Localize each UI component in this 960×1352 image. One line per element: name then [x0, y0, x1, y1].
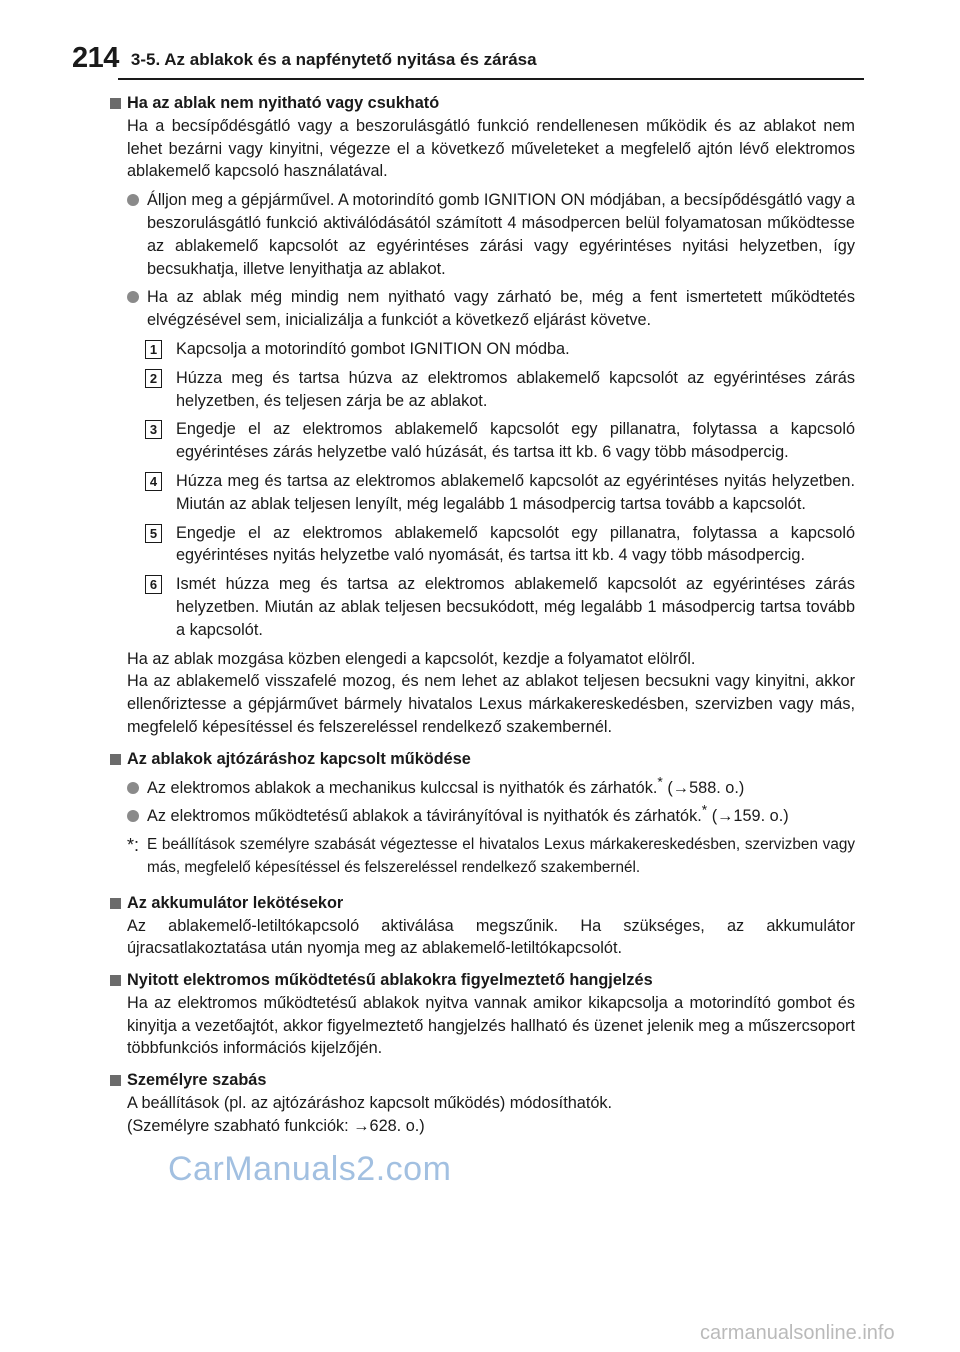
footnote-text: E beállítások személyre szabását végeztesse el hivatalos Lexus márkakereskedésben, szervizben vagy más, megfelelő képesítéssel és felszereléssel rendelkező szakembernél. [147, 836, 855, 876]
watermark-carmanuals2[interactable]: CarManuals2.com [168, 1150, 452, 1188]
paragraph: (Személyre szabható funkciók: →628. o.) [127, 1116, 425, 1135]
paragraph: A beállítások (pl. az ajtózáráshoz kapcsolt működés) módosíthatók. [127, 1094, 613, 1113]
step-text: Kapcsolja a motorindító gombot IGNITION ON módba. [176, 339, 570, 358]
step-number: 6 [145, 575, 162, 594]
section-heading-text: Ha az ablak nem nyitható vagy csukható [127, 94, 440, 112]
step-item [110, 367, 855, 413]
page-number: 214 [72, 41, 119, 74]
step-item [110, 573, 855, 641]
header-rule [118, 78, 864, 80]
section-heading [110, 892, 855, 915]
bullet-text [147, 801, 855, 828]
section-heading-text: Az akkumulátor lekötésekor [127, 893, 344, 912]
asterisk-marker: * [701, 801, 708, 818]
step-text: Húzza meg és tartsa húzva az elektromos ablakemelő kapcsolót az egyérintéses zárás helyzetben, és teljesen zárja be az ablakot. [176, 368, 855, 410]
step-text: Ismét húzza meg és tartsa az elektromos ablakemelő kapcsolót az egyérintéses zárás helyzetben. Miután az ablak teljesen becsukódott, még legalább 1 másodpercig tartsa tovább a kapcsolót. [176, 575, 855, 639]
bullet-item [110, 801, 855, 828]
square-bullet-icon [110, 754, 121, 765]
step-text: Húzza meg és tartsa az elektromos ablakemelő kapcsolót az egyérintéses nyitás helyzetben. Miután az ablak teljesen lenyílt, még legalább 1 másodpercig tartsa tovább a kapcsolót. [176, 471, 855, 513]
square-bullet-icon [110, 975, 121, 986]
square-bullet-icon [110, 898, 121, 909]
step-item [110, 338, 855, 361]
section-heading-text: Az ablakok ajtózáráshoz kapcsolt működése [127, 749, 471, 768]
section-heading [110, 969, 855, 992]
section-heading-text: Nyitott elektromos működtetésű ablakokra figyelmeztető hangjelzés [127, 971, 653, 990]
step-number: 3 [145, 420, 162, 439]
circle-bullet-icon [127, 782, 139, 794]
asterisk-marker: * [657, 773, 663, 790]
step-text: Engedje el az elektromos ablakemelő kapcsolót egy pillanatra, folytassa a kapcsoló egyérintéses zárás helyzetbe való húzását, és tartsa itt kb. 6 vagy több másodpercig. [176, 420, 855, 462]
bullet-item [110, 189, 855, 280]
step-number: 4 [145, 472, 162, 491]
paragraph: Ha az elektromos működtetésű ablakok nyitva vannak amikor kikapcsolja a motorindító gombot és kinyitja a vezetőajtót, akkor figyelmeztető hangjelzés hallható és üzenet jelenik meg a műszercsoport többfunkciós információs kijelzőjén. [127, 993, 855, 1058]
square-bullet-icon [110, 1075, 121, 1086]
bullet-main-text: Az elektromos ablakok a mechanikus kulccsal is nyithatók és zárhatók. [147, 778, 658, 797]
step-number: 5 [145, 524, 162, 543]
bullet-text: Ha az ablak még mindig nem nyitható vagy zárható be, még a fent ismertetett működtetés elvégzésével sem, inicializálja a funkciót a következő eljárást követve. [147, 288, 855, 330]
page-content [110, 92, 855, 1138]
bullet-text [147, 773, 855, 800]
section-heading-text: Személyre szabás [127, 1071, 267, 1090]
page-reference[interactable]: (→159. o.) [711, 807, 789, 826]
paragraph: Az ablakemelő-letiltókapcsoló aktiválása megszűnik. Ha szükséges, az akkumulátor újracsatlakoztatása után nyomja meg az ablakemelő-letiltókapcsolót. [127, 916, 855, 958]
paragraph: Ha az ablak mozgása közben elengedi a kapcsolót, kezdje a folyamatot elölről. [127, 649, 696, 668]
page-header [72, 36, 892, 80]
step-item [110, 418, 855, 464]
step-number: 1 [145, 340, 162, 359]
square-bullet-icon [110, 98, 121, 109]
bullet-text: Álljon meg a gépjárművel. A motorindító gomb IGNITION ON módjában, a becsípődésgátló vagy a beszorulásgátló funkció aktiválódásától számított 4 másodpercen belül folyamatosan működtesse az ablakemelő kapcsolót az egyérintéses zárási vagy egyérintéses nyitási helyzetben, így becsukhatja, illetve lenyithatja az ablakot. [147, 191, 855, 278]
circle-bullet-icon [127, 194, 139, 206]
bullet-item [110, 286, 855, 332]
bullet-main-text: Az elektromos működtetésű ablakok a távirányítóval is nyithatók és zárhatók. [147, 807, 702, 826]
paragraph: Ha az ablakemelő visszafelé mozog, és nem lehet az ablakot teljesen becsukni vagy kinyitni, akkor ellenőriztesse a gépjárművet bármely hivatalos Lexus márkakereskedésben, szervizben vagy más, megfelelő képesítéssel és felszereléssel rendelkező szakembernél. [127, 672, 855, 736]
circle-bullet-icon [127, 291, 139, 303]
bullet-item [110, 773, 855, 800]
section-heading [110, 92, 855, 115]
step-item [110, 522, 855, 568]
step-number: 2 [145, 369, 162, 388]
page-reference[interactable]: (→588. o.) [667, 778, 745, 797]
watermark-carmanualsonline[interactable]: carmanualsonline.info [700, 1322, 895, 1344]
footnote [110, 834, 855, 880]
section-title: 3-5. Az ablakok és a napfénytető nyitása és zárása [130, 49, 537, 69]
paragraph: Ha a becsípődésgátló vagy a beszorulásgátló funkció rendellenesen működik és az ablakot nem lehet bezárni vagy kinyitni, végezze el a következő műveleteket a megfelelő ajtón lévő elektromos ablakemelő kapcsoló használatával. [127, 116, 855, 181]
step-text: Engedje el az elektromos ablakemelő kapcsolót egy pillanatra, folytassa a kapcsoló egyérintéses nyitás helyzetbe való nyomását, és tartsa itt kb. 4 vagy több másodpercig. [176, 523, 855, 565]
footnote-marker: *: [127, 835, 140, 856]
section-heading [110, 748, 855, 771]
step-item [110, 470, 855, 516]
circle-bullet-icon [127, 810, 139, 822]
section-heading [110, 1069, 855, 1092]
